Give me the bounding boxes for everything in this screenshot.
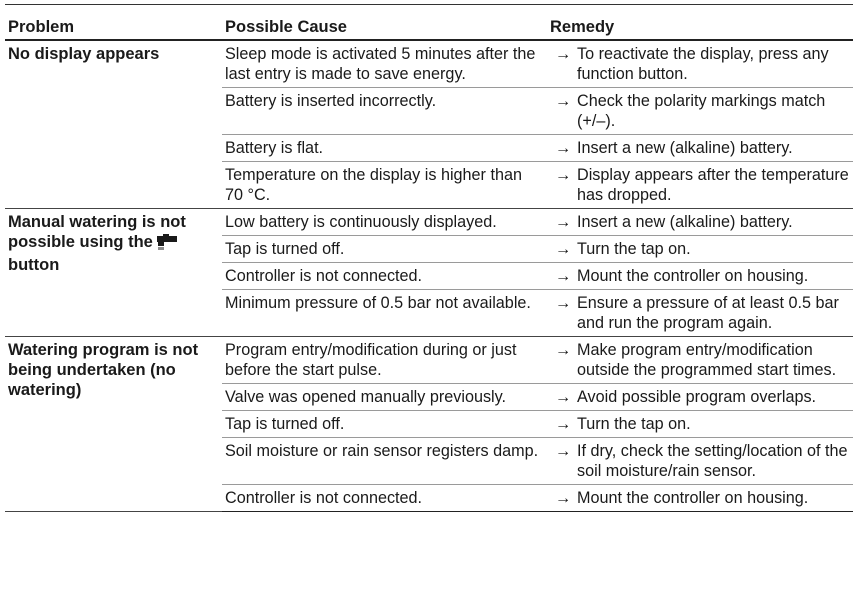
cause-cell: Minimum pressure of 0.5 bar not available. [222, 290, 547, 337]
remedy-cell [547, 485, 853, 512]
problem-text-suffix: button [8, 256, 60, 274]
remedy-cell [547, 236, 853, 263]
remedy-text: Ensure a pressure of at least 0.5 bar and run the program again. [577, 294, 839, 332]
cause-cell: Program entry/modification during or just before the start pulse. [222, 337, 547, 384]
cause-cell: Sleep mode is activated 5 minutes after the last entry is made to save energy. [222, 40, 547, 88]
tap-icon [157, 234, 177, 255]
problem-cell [5, 337, 222, 512]
table-row [5, 337, 853, 384]
arrow-right-icon: → [555, 267, 572, 285]
arrow-right-icon: → [555, 442, 572, 460]
remedy-text: If dry, check the setting/location of the soil moisture/rain sensor. [577, 442, 848, 480]
remedy-cell [547, 290, 853, 337]
arrow-right-icon: → [555, 489, 572, 507]
arrow-right-icon: → [555, 341, 572, 359]
remedy-cell [547, 135, 853, 162]
cause-cell: Battery is inserted incorrectly. [222, 88, 547, 135]
arrow-right-icon: → [555, 92, 572, 110]
cause-cell: Battery is flat. [222, 135, 547, 162]
remedy-text: Check the polarity markings match (+/–). [577, 92, 826, 130]
table-row [5, 40, 853, 88]
arrow-right-icon: → [555, 294, 572, 312]
remedy-cell [547, 438, 853, 485]
remedy-cell [547, 209, 853, 236]
cause-cell: Controller is not connected. [222, 485, 547, 512]
remedy-text: Insert a new (alkaline) battery. [577, 139, 793, 157]
table-row [5, 209, 853, 236]
remedy-text: Insert a new (alkaline) battery. [577, 213, 793, 231]
remedy-cell [547, 263, 853, 290]
cause-cell: Low battery is continuously displayed. [222, 209, 547, 236]
problem-text: Manual watering is not possible using the [8, 213, 186, 251]
cause-cell: Soil moisture or rain sensor registers damp. [222, 438, 547, 485]
remedy-text: Make program entry/modification outside the programmed start times. [577, 341, 837, 379]
remedy-cell [547, 40, 853, 88]
remedy-text: Mount the controller on housing. [577, 267, 809, 285]
arrow-right-icon: → [555, 388, 572, 406]
problem-text: Watering program is not being undertaken (no watering) [8, 341, 199, 399]
remedy-text: Avoid possible program overlaps. [577, 388, 817, 406]
problem-cell [5, 40, 222, 209]
cause-cell: Temperature on the display is higher than 70 °C. [222, 162, 547, 209]
cause-cell: Tap is turned off. [222, 236, 547, 263]
remedy-text: Display appears after the temperature has dropped. [577, 166, 849, 204]
cause-cell: Controller is not connected. [222, 263, 547, 290]
arrow-right-icon: → [555, 213, 572, 231]
table-header-row [5, 5, 853, 41]
remedy-text: To reactivate the display, press any function button. [577, 45, 829, 83]
remedy-cell [547, 162, 853, 209]
arrow-right-icon: → [555, 139, 572, 157]
remedy-cell [547, 384, 853, 411]
remedy-text: Mount the controller on housing. [577, 489, 809, 507]
arrow-right-icon: → [555, 415, 572, 433]
remedy-text: Turn the tap on. [577, 240, 691, 258]
header-problem: Problem [8, 18, 75, 36]
header-remedy: Remedy [550, 18, 615, 36]
remedy-text: Turn the tap on. [577, 415, 691, 433]
arrow-right-icon: → [555, 166, 572, 184]
arrow-right-icon: → [555, 240, 572, 258]
problem-cell [5, 209, 222, 337]
remedy-cell [547, 337, 853, 384]
cause-cell: Valve was opened manually previously. [222, 384, 547, 411]
troubleshooting-table [5, 4, 853, 512]
header-cause: Possible Cause [225, 18, 347, 36]
cause-cell: Tap is turned off. [222, 411, 547, 438]
arrow-right-icon: → [555, 45, 572, 63]
problem-text: No display appears [8, 45, 160, 63]
remedy-cell [547, 88, 853, 135]
table-body [5, 40, 853, 512]
remedy-cell [547, 411, 853, 438]
